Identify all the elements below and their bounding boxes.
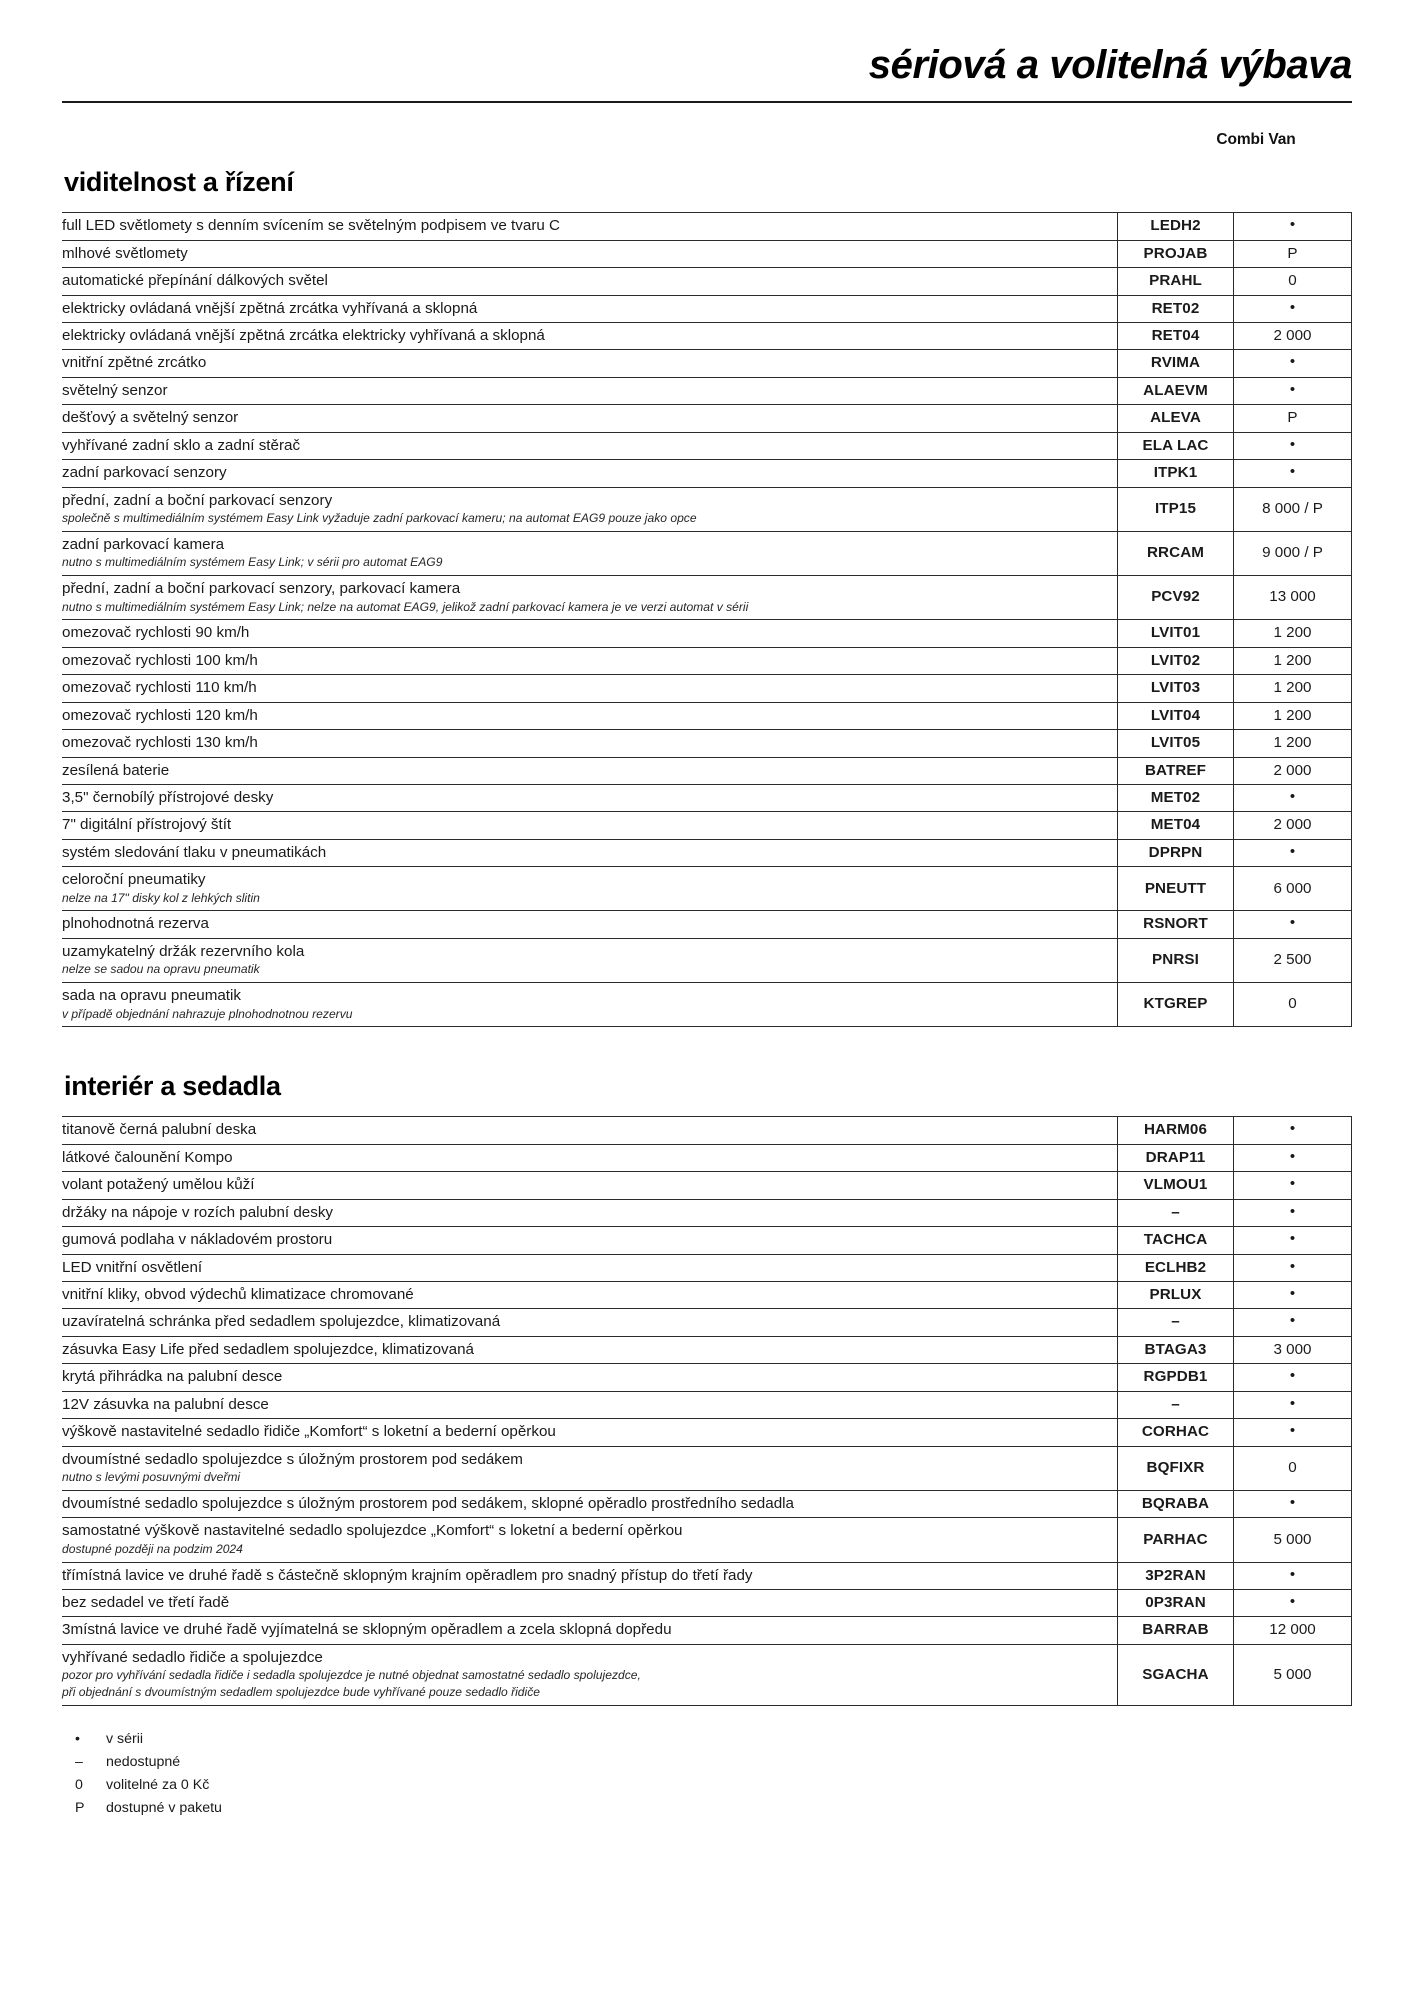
equipment-note: při objednání s dvoumístným sedadlem spolujezdce bude vyhřívané pouze sedadlo řidiče (62, 1685, 540, 1700)
standard-equipment-dot-icon: • (1289, 1257, 1296, 1275)
price-cell (1234, 1490, 1352, 1517)
option-code-cell: MET04 (1118, 812, 1234, 839)
price-cell: 1 200 (1234, 647, 1352, 674)
equipment-name-cell (62, 867, 1118, 911)
section-title: interiér a sedadla (64, 1071, 281, 1102)
table-row (62, 1309, 1352, 1336)
equipment-name-cell (62, 1589, 1118, 1616)
price-cell (1234, 784, 1352, 811)
table-row (62, 1490, 1352, 1517)
option-code-cell: LVIT03 (1118, 675, 1234, 702)
equipment-name-cell (62, 620, 1118, 647)
option-code-cell: – (1118, 1391, 1234, 1418)
equipment-name: vnitřní zpětné zrcátko (62, 354, 207, 372)
equipment-name-cell (62, 784, 1118, 811)
option-code-cell: LEDH2 (1118, 213, 1234, 240)
table-row (62, 983, 1352, 1027)
equipment-name: 12V zásuvka na palubní desce (62, 1395, 269, 1413)
standard-equipment-dot-icon: • (1289, 298, 1296, 316)
equipment-name-cell (62, 983, 1118, 1027)
price-cell (1234, 350, 1352, 377)
legend-symbol: P (75, 1799, 85, 1816)
equipment-name-cell (62, 812, 1118, 839)
option-code-cell: ALAEVM (1118, 377, 1234, 404)
equipment-name: automatické přepínání dálkových světel (62, 272, 328, 290)
equipment-name: třímístná lavice ve druhé řadě s částečně sklopným krajním opěradlem pro snadný přístup do třetí řady (62, 1566, 753, 1584)
equipment-name: omezovač rychlosti 120 km/h (62, 706, 258, 724)
table-row (62, 839, 1352, 866)
table-row (62, 1144, 1352, 1171)
table-row (62, 295, 1352, 322)
standard-equipment-dot-icon: • (1289, 1175, 1296, 1193)
equipment-name-cell (62, 1617, 1118, 1644)
equipment-note: společně s multimediálním systémem Easy Link vyžaduje zadní parkovací kameru; na automat EAG9 pouze jako opce (62, 511, 697, 526)
equipment-name: vyhřívané zadní sklo a zadní stěrač (62, 436, 301, 454)
price-cell (1234, 1309, 1352, 1336)
price-cell: 2 500 (1234, 938, 1352, 982)
equipment-name-cell (62, 1254, 1118, 1281)
equipment-name: přední, zadní a boční parkovací senzory, parkovací kamera (62, 580, 461, 598)
table-row (62, 405, 1352, 432)
standard-equipment-dot-icon: • (1289, 353, 1296, 371)
equipment-name-cell (62, 213, 1118, 240)
price-cell: 2 000 (1234, 812, 1352, 839)
equipment-name-cell (62, 911, 1118, 938)
equipment-name: omezovač rychlosti 110 km/h (62, 679, 257, 697)
equipment-name-cell (62, 1172, 1118, 1199)
equipment-name: krytá přihrádka na palubní desce (62, 1368, 283, 1386)
option-code-cell: BTAGA3 (1118, 1336, 1234, 1363)
document-header (62, 0, 1352, 151)
section-title: viditelnost a řízení (64, 167, 294, 198)
table-row (62, 1617, 1352, 1644)
price-cell (1234, 1562, 1352, 1589)
price-cell: 5 000 (1234, 1518, 1352, 1562)
standard-equipment-dot-icon: • (1289, 1422, 1296, 1440)
legend-item (68, 1774, 1352, 1797)
equipment-name: vyhřívané sedadlo řidiče a spolujezdce (62, 1648, 323, 1666)
legend (68, 1728, 1352, 1820)
standard-equipment-dot-icon: • (1289, 1592, 1296, 1610)
price-cell (1234, 213, 1352, 240)
equipment-note: pozor pro vyhřívání sedadla řidiče i sedadla spolujezdce je nutné objednat samostatné sedadlo spolujezdce, (62, 1668, 641, 1683)
equipment-name-cell (62, 1117, 1118, 1144)
standard-equipment-dot-icon: • (1289, 1147, 1296, 1165)
sections-container (62, 167, 1352, 1706)
equipment-name: světelný senzor (62, 381, 168, 399)
equipment-name: elektricky ovládaná vnější zpětná zrcátka vyhřívaná a sklopná (62, 299, 478, 317)
option-code-cell: RET04 (1118, 323, 1234, 350)
price-cell: 1 200 (1234, 620, 1352, 647)
standard-equipment-dot-icon: • (1289, 1394, 1296, 1412)
equipment-name: přední, zadní a boční parkovací senzory (62, 491, 333, 509)
equipment-name: zesílená baterie (62, 761, 170, 779)
option-code-cell: BATREF (1118, 757, 1234, 784)
price-cell: P (1234, 240, 1352, 267)
option-code-cell: TACHCA (1118, 1227, 1234, 1254)
option-code-cell: ITP15 (1118, 487, 1234, 531)
equipment-note: nutno s levými posuvnými dveřmi (62, 1470, 241, 1485)
option-code-cell: SGACHA (1118, 1644, 1234, 1705)
equipment-name: sada na opravu pneumatik (62, 987, 241, 1005)
equipment-name-cell (62, 295, 1118, 322)
table-row (62, 1117, 1352, 1144)
equipment-name: celoroční pneumatiky (62, 871, 206, 889)
variant-header-row (62, 103, 1352, 151)
standard-equipment-dot-icon: • (1289, 216, 1296, 234)
price-cell (1234, 432, 1352, 459)
table-row (62, 377, 1352, 404)
equipment-name-cell (62, 702, 1118, 729)
price-cell (1234, 1391, 1352, 1418)
legend-item (68, 1728, 1352, 1751)
equipment-name-cell (62, 730, 1118, 757)
legend-symbol: • (75, 1730, 80, 1747)
option-code-cell: HARM06 (1118, 1117, 1234, 1144)
option-code-cell: MET02 (1118, 784, 1234, 811)
equipment-name-cell (62, 350, 1118, 377)
option-code-cell: RGPDB1 (1118, 1364, 1234, 1391)
table-row (62, 1518, 1352, 1562)
price-cell (1234, 839, 1352, 866)
table-row (62, 867, 1352, 911)
equipment-name-cell (62, 268, 1118, 295)
table-row (62, 1227, 1352, 1254)
price-cell: 2 000 (1234, 757, 1352, 784)
equipment-name-cell (62, 1518, 1118, 1562)
price-cell (1234, 1199, 1352, 1226)
equipment-name: dešťový a světelný senzor (62, 409, 239, 427)
price-cell: 3 000 (1234, 1336, 1352, 1363)
standard-equipment-dot-icon: • (1289, 1202, 1296, 1220)
option-code-cell: RRCAM (1118, 531, 1234, 575)
equipment-note: nutno s multimediálním systémem Easy Link; v sérii pro automat EAG9 (62, 555, 443, 570)
standard-equipment-dot-icon: • (1289, 842, 1296, 860)
equipment-name: látkové čalounění Kompo (62, 1148, 233, 1166)
price-cell: 6 000 (1234, 867, 1352, 911)
equipment-name-cell (62, 839, 1118, 866)
equipment-note: dostupné později na podzim 2024 (62, 1541, 243, 1556)
price-cell (1234, 1172, 1352, 1199)
table-row (62, 487, 1352, 531)
table-row (62, 911, 1352, 938)
standard-equipment-dot-icon: • (1289, 463, 1296, 481)
price-cell (1234, 1227, 1352, 1254)
table-row (62, 531, 1352, 575)
option-code-cell: DRAP11 (1118, 1144, 1234, 1171)
price-cell: 1 200 (1234, 702, 1352, 729)
equipment-name: 3místná lavice ve druhé řadě vyjímatelná se sklopným opěradlem a zcela sklopná dopředu (62, 1621, 672, 1639)
price-cell (1234, 1282, 1352, 1309)
equipment-note: nelze se sadou na opravu pneumatik (62, 962, 260, 977)
table-row (62, 730, 1352, 757)
legend-label: v sérii (106, 1730, 144, 1747)
table-row (62, 1589, 1352, 1616)
table-row (62, 350, 1352, 377)
option-code-cell: LVIT02 (1118, 647, 1234, 674)
table-row (62, 647, 1352, 674)
table-row (62, 1336, 1352, 1363)
legend-symbol: – (75, 1753, 83, 1770)
price-cell (1234, 1589, 1352, 1616)
equipment-name: elektricky ovládaná vnější zpětná zrcátka elektricky vyhřívaná a sklopná (62, 327, 545, 344)
price-cell: P (1234, 405, 1352, 432)
price-cell (1234, 1144, 1352, 1171)
table-row (62, 323, 1352, 350)
equipment-name-cell (62, 1282, 1118, 1309)
table-row (62, 1391, 1352, 1418)
equipment-name: 3,5" černobílý přístrojové desky (62, 788, 274, 806)
equipment-name-cell (62, 576, 1118, 620)
option-code-cell: KTGREP (1118, 983, 1234, 1027)
option-code-cell: 0P3RAN (1118, 1589, 1234, 1616)
legend-item (68, 1797, 1352, 1820)
equipment-name-cell (62, 1227, 1118, 1254)
equipment-name-cell (62, 1309, 1118, 1336)
standard-equipment-dot-icon: • (1289, 1565, 1296, 1583)
table-row (62, 460, 1352, 487)
equipment-name-cell (62, 1644, 1118, 1705)
price-cell: 0 (1234, 1446, 1352, 1490)
table-row (62, 757, 1352, 784)
legend-label: volitelné za 0 Kč (106, 1776, 210, 1793)
equipment-name: zásuvka Easy Life před sedadlem spolujezdce, klimatizovaná (62, 1340, 474, 1358)
price-cell (1234, 377, 1352, 404)
standard-equipment-dot-icon: • (1289, 1285, 1296, 1302)
equipment-name: vnitřní kliky, obvod výdechů klimatizace chromované (62, 1286, 414, 1303)
option-code-cell: PRAHL (1118, 268, 1234, 295)
equipment-name: bez sedadel ve třetí řadě (62, 1593, 230, 1611)
page-title: sériová a volitelná výbava (868, 43, 1352, 87)
price-cell: 5 000 (1234, 1644, 1352, 1705)
table-row (62, 702, 1352, 729)
equipment-name-cell (62, 757, 1118, 784)
table-row (62, 1419, 1352, 1446)
equipment-name: uzamykatelný držák rezervního kola (62, 942, 305, 960)
legend-symbol: 0 (75, 1776, 83, 1793)
table-row (62, 1446, 1352, 1490)
table-row (62, 213, 1352, 240)
equipment-name-cell (62, 675, 1118, 702)
table-row (62, 1199, 1352, 1226)
equipment-name: LED vnitřní osvětlení (62, 1258, 203, 1276)
price-cell (1234, 1419, 1352, 1446)
price-cell: 0 (1234, 983, 1352, 1027)
option-code-cell: PRLUX (1118, 1282, 1234, 1309)
price-cell: 1 200 (1234, 675, 1352, 702)
standard-equipment-dot-icon: • (1289, 1230, 1296, 1248)
equipment-name-cell (62, 1562, 1118, 1589)
option-code-cell: PNEUTT (1118, 867, 1234, 911)
option-code-cell: 3P2RAN (1118, 1562, 1234, 1589)
equipment-name-cell (62, 1490, 1118, 1517)
table-row (62, 812, 1352, 839)
option-code-cell: CORHAC (1118, 1419, 1234, 1446)
option-code-cell: ITPK1 (1118, 460, 1234, 487)
equipment-name-cell (62, 1419, 1118, 1446)
legend-label: nedostupné (106, 1753, 181, 1770)
table-row (62, 1282, 1352, 1309)
option-code-cell: – (1118, 1199, 1234, 1226)
equipment-note: nutno s multimediálním systémem Easy Link; nelze na automat EAG9, jelikož zadní parkovací kamera je ve verzi automat v sérii (62, 599, 749, 614)
standard-equipment-dot-icon: • (1289, 1493, 1296, 1511)
equipment-name: zadní parkovací senzory (62, 464, 227, 482)
equipment-name-cell (62, 240, 1118, 267)
equipment-section (62, 1071, 1352, 1705)
option-code-cell: LVIT04 (1118, 702, 1234, 729)
equipment-name-cell (62, 1446, 1118, 1490)
option-code-cell: ALEVA (1118, 405, 1234, 432)
equipment-name: omezovač rychlosti 130 km/h (62, 734, 258, 752)
table-row (62, 240, 1352, 267)
table-row (62, 675, 1352, 702)
standard-equipment-dot-icon: • (1289, 380, 1296, 398)
equipment-name-cell (62, 1391, 1118, 1418)
table-row (62, 432, 1352, 459)
option-code-cell: – (1118, 1309, 1234, 1336)
price-cell: 12 000 (1234, 1617, 1352, 1644)
table-row (62, 1562, 1352, 1589)
legend-item (68, 1751, 1352, 1774)
price-cell (1234, 295, 1352, 322)
standard-equipment-dot-icon: • (1289, 1312, 1296, 1330)
option-code-cell: PROJAB (1118, 240, 1234, 267)
table-row (62, 938, 1352, 982)
price-cell: 0 (1234, 268, 1352, 295)
equipment-name-cell (62, 647, 1118, 674)
price-cell (1234, 911, 1352, 938)
equipment-name-cell (62, 531, 1118, 575)
equipment-name: systém sledování tlaku v pneumatikách (62, 843, 327, 861)
option-code-cell: DPRPN (1118, 839, 1234, 866)
table-row (62, 1364, 1352, 1391)
option-code-cell: PNRSI (1118, 938, 1234, 982)
equipment-name-cell (62, 460, 1118, 487)
standard-equipment-dot-icon: • (1289, 1120, 1296, 1138)
equipment-name: full LED světlomety s denním svícením se světelným podpisem ve tvaru C (62, 217, 561, 235)
equipment-note: nelze na 17" disky kol z lehkých slitin (62, 890, 260, 905)
equipment-name: uzavíratelná schránka před sedadlem spolujezdce, klimatizovaná (62, 1313, 501, 1331)
table-row (62, 1172, 1352, 1199)
equipment-table (62, 1116, 1352, 1705)
option-code-cell: RSNORT (1118, 911, 1234, 938)
equipment-name: volant potažený umělou kůží (62, 1176, 255, 1194)
equipment-table (62, 212, 1352, 1027)
equipment-name: plnohodnotná rezerva (62, 915, 209, 933)
equipment-name-cell (62, 938, 1118, 982)
equipment-name: zadní parkovací kamera (62, 535, 225, 553)
equipment-name: dvoumístné sedadlo spolujezdce s úložným prostorem pod sedákem, sklopné opěradlo prostředního sedadla (62, 1494, 794, 1512)
equipment-note: v případě objednání nahrazuje plnohodnotnou rezervu (62, 1006, 353, 1021)
equipment-name: mlhové světlomety (62, 244, 188, 262)
option-code-cell: BARRAB (1118, 1617, 1234, 1644)
equipment-name-cell (62, 432, 1118, 459)
option-code-cell: LVIT01 (1118, 620, 1234, 647)
equipment-section (62, 167, 1352, 1027)
equipment-name-cell (62, 1364, 1118, 1391)
table-row (62, 576, 1352, 620)
option-code-cell: VLMOU1 (1118, 1172, 1234, 1199)
option-code-cell: BQFIXR (1118, 1446, 1234, 1490)
table-row (62, 1644, 1352, 1705)
option-code-cell: PCV92 (1118, 576, 1234, 620)
equipment-name-cell (62, 1144, 1118, 1171)
variant-column-label: Combi Van (1216, 131, 1296, 149)
equipment-name: omezovač rychlosti 100 km/h (62, 651, 258, 669)
price-cell: 2 000 (1234, 323, 1352, 350)
equipment-name-cell (62, 1199, 1118, 1226)
table-row (62, 1254, 1352, 1281)
standard-equipment-dot-icon: • (1289, 435, 1296, 453)
standard-equipment-dot-icon: • (1289, 787, 1296, 805)
equipment-name: 7" digitální přístrojový štít (62, 816, 232, 834)
price-cell: 9 000 / P (1234, 531, 1352, 575)
equipment-name: dvoumístné sedadlo spolujezdce s úložným prostorem pod sedákem (62, 1450, 523, 1468)
table-row (62, 784, 1352, 811)
option-code-cell: PARHAC (1118, 1518, 1234, 1562)
standard-equipment-dot-icon: • (1289, 1367, 1296, 1385)
option-code-cell: LVIT05 (1118, 730, 1234, 757)
equipment-name-cell (62, 323, 1118, 350)
option-code-cell: BQRABA (1118, 1490, 1234, 1517)
option-code-cell: ELA LAC (1118, 432, 1234, 459)
price-cell: 1 200 (1234, 730, 1352, 757)
equipment-name-cell (62, 1336, 1118, 1363)
option-code-cell: RVIMA (1118, 350, 1234, 377)
equipment-name: titanově černá palubní deska (62, 1121, 257, 1139)
option-code-cell: RET02 (1118, 295, 1234, 322)
price-cell (1234, 1254, 1352, 1281)
table-row (62, 620, 1352, 647)
price-cell (1234, 1364, 1352, 1391)
equipment-name: samostatné výškově nastavitelné sedadlo spolujezdce „Komfort“ s loketní a bederní opěrkou (62, 1522, 683, 1540)
equipment-name: omezovač rychlosti 90 km/h (62, 624, 250, 642)
price-cell (1234, 460, 1352, 487)
standard-equipment-dot-icon: • (1289, 914, 1296, 932)
equipment-name: držáky na nápoje v rozích palubní desky (62, 1203, 334, 1221)
equipment-name: výškově nastavitelné sedadlo řidiče „Komfort“ s loketní a bederní opěrkou (62, 1423, 556, 1441)
option-code-cell: ECLHB2 (1118, 1254, 1234, 1281)
equipment-name-cell (62, 377, 1118, 404)
price-cell: 13 000 (1234, 576, 1352, 620)
price-cell: 8 000 / P (1234, 487, 1352, 531)
equipment-name-cell (62, 405, 1118, 432)
price-cell (1234, 1117, 1352, 1144)
table-row (62, 268, 1352, 295)
equipment-name-cell (62, 487, 1118, 531)
equipment-name: gumová podlaha v nákladovém prostoru (62, 1231, 333, 1249)
legend-label: dostupné v paketu (106, 1799, 222, 1816)
